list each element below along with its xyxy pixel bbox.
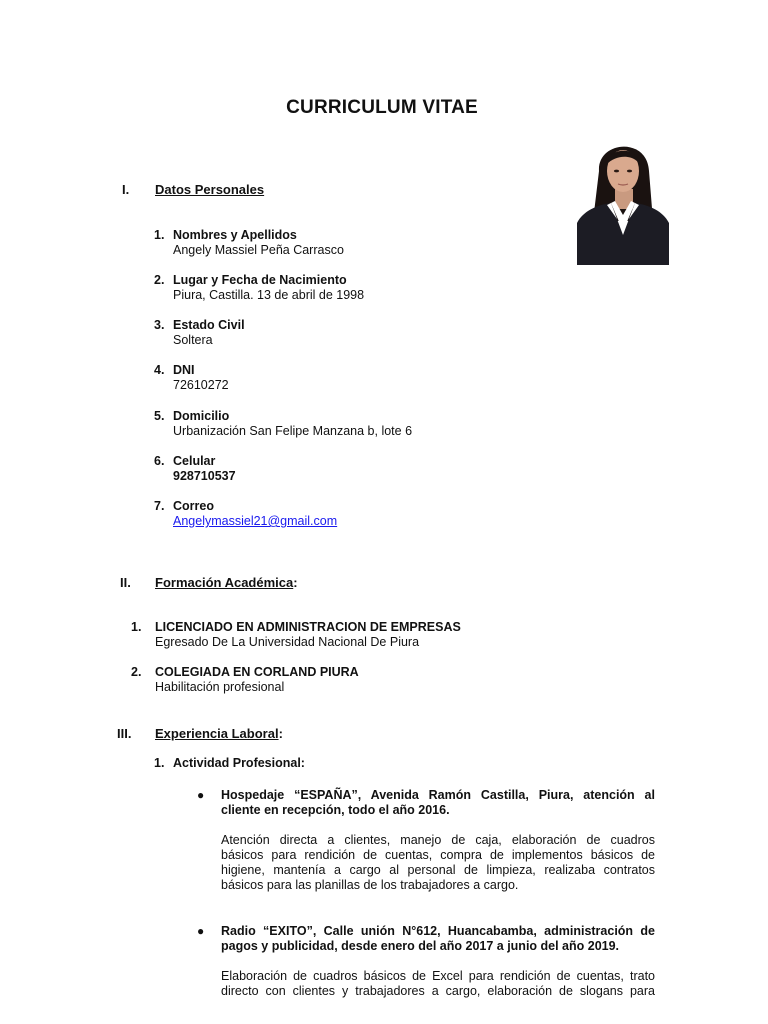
job-1-desc-line: higiene, mantenía a cargo al personal de limpieza, realizaba contratos [221,863,655,877]
job-1-desc-line: básicos para rendición de cuentas, compra de implementos básicos de [221,848,655,862]
job-1-desc-line: básicos para las planillas de los trabajadores a cargo. [221,878,519,892]
item-label-licenciado: LICENCIADO EN ADMINISTRACION DE EMPRESAS [155,620,461,634]
bullet-icon: ● [197,788,205,802]
item-label-celular: Celular [173,454,216,468]
section-3-title-text: Experiencia Laboral [155,726,279,741]
item-label-nacimiento: Lugar y Fecha de Nacimiento [173,273,347,287]
job-2-desc-line: Elaboración de cuadros básicos de Excel para rendición de cuentas, trato [221,969,655,983]
job-1-heading-line: Hospedaje “ESPAÑA”, Avenida Ramón Castilla, Piura, atención al [221,788,655,802]
item-number: 6. [154,454,165,468]
item-number: 3. [154,318,165,332]
section-3-title [155,726,283,741]
item-value-nacimiento: Piura, Castilla. 13 de abril de 1998 [173,288,365,302]
section-3-number: III. [117,726,132,741]
item-number: 1. [131,620,142,634]
profile-photo [577,131,669,265]
bullet-icon: ● [197,924,205,938]
item-value-nombres: Angely Massiel Peña Carrasco [173,243,344,257]
job-2-heading [221,924,655,954]
item-value-colegiada: Habilitación profesional [155,680,285,694]
item-label-dni: DNI [173,363,195,377]
item-number: 2. [154,273,165,287]
job-1-heading-line: cliente en recepción, todo el año 2016. [221,803,450,817]
item-value-celular: 928710537 [173,469,236,483]
item-label-correo: Correo [173,499,214,513]
job-1-description [221,833,655,893]
section-1-number: I. [122,182,130,197]
job-2-heading-line: Radio “EXITO”, Calle unión N°612, Huancabamba, administración de [221,924,655,938]
section-1-title [155,182,264,197]
item-value-domicilio: Urbanización San Felipe Manzana b, lote 6 [173,424,413,438]
section-1-title-text: Datos Personales [155,182,265,197]
section-2-number: II. [120,575,131,590]
section-2-title-text: Formación Académica [155,575,294,590]
email-link[interactable]: Angelymassiel21@gmail.com [173,514,338,528]
item-number: 1. [154,228,165,242]
page-title: CURRICULUM VITAE [286,97,478,118]
item-number: 4. [154,363,165,377]
item-label-colegiada: COLEGIADA EN CORLAND PIURA [155,665,359,679]
item-label-domicilio: Domicilio [173,409,230,423]
subsection-title: Actividad Profesional: [173,756,305,770]
item-number: 7. [154,499,165,513]
job-2-description [221,969,655,999]
job-2-heading-line: pagos y publicidad, desde enero del año 2017 a junio del año 2019. [221,939,620,953]
section-3-colon: : [278,726,283,741]
item-number: 5. [154,409,165,423]
section-2-colon: : [293,575,298,590]
item-label-estado-civil: Estado Civil [173,318,245,332]
item-value-licenciado: Egresado De La Universidad Nacional De Piura [155,635,420,649]
section-2-title [155,575,298,590]
job-2-desc-line: directo con clientes y trabajadores a cargo, elaboración de slogans para [221,984,655,998]
job-1-heading [221,788,655,818]
item-value-dni: 72610272 [173,378,229,392]
item-value-estado-civil: Soltera [173,333,213,347]
item-number: 2. [131,665,142,679]
item-number: 1. [154,756,165,770]
item-label-nombres: Nombres y Apellidos [173,228,297,242]
job-1-desc-line: Atención directa a clientes, manejo de caja, elaboración de cuadros [221,833,655,847]
portrait-image [577,131,669,265]
